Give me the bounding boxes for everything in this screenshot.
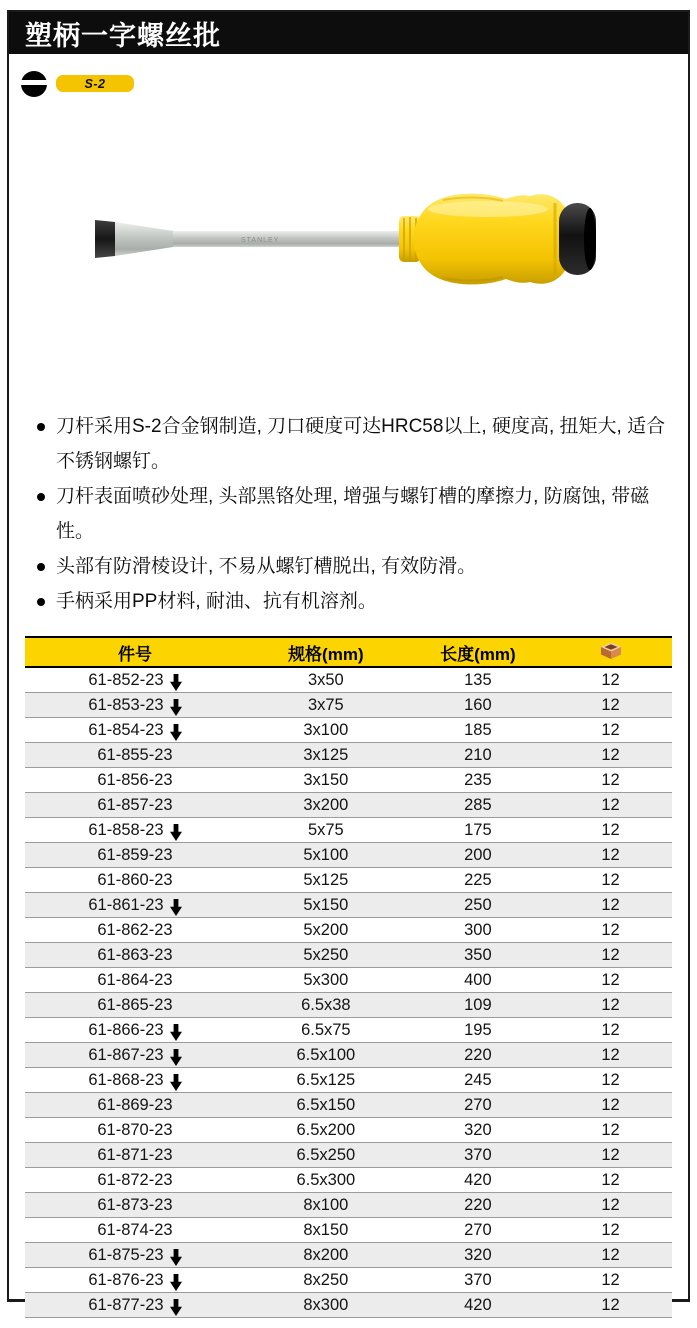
col-header-length: 长度(mm) [407,637,549,667]
qty-cell: 12 [549,1218,672,1243]
part-number-cell: 61-867-23 [25,1043,245,1068]
spec-cell: 5x100 [245,843,407,868]
col-header-pack-qty [549,637,672,667]
page-title [9,12,688,54]
qty-cell: 12 [549,1168,672,1193]
part-number-cell: 61-874-23 [25,1218,245,1243]
table-row [25,1293,672,1318]
spec-cell: 5x75 [245,818,407,843]
length-cell: 420 [407,1293,549,1318]
part-number-cell: 61-873-23 [25,1193,245,1218]
part-number-cell: 61-865-23 [25,993,245,1018]
table-row [25,1018,672,1043]
spec-cell: 6.5x300 [245,1168,407,1193]
spec-cell: 6.5x75 [245,1018,407,1043]
qty-cell: 12 [549,718,672,743]
length-cell: 220 [407,1043,549,1068]
part-number-cell: 61-852-23 [25,667,245,693]
table-row [25,843,672,868]
length-cell: 420 [407,1168,549,1193]
length-cell: 300 [407,918,549,943]
screwdriver-product-image [93,173,598,305]
svg-text:STANLEY: STANLEY [241,237,280,244]
table-row [25,993,672,1018]
spec-cell: 8x250 [245,1268,407,1293]
qty-cell: 12 [549,818,672,843]
table-row [25,1068,672,1093]
part-number-cell: 61-868-23 [25,1068,245,1093]
spec-cell: 8x150 [245,1218,407,1243]
spec-cell: 6.5x250 [245,1143,407,1168]
down-arrow-icon [170,674,182,691]
part-number-cell: 61-854-23 [25,718,245,743]
length-cell: 270 [407,1218,549,1243]
down-arrow-icon [170,1299,182,1316]
qty-cell: 12 [549,768,672,793]
spec-cell: 8x200 [245,1243,407,1268]
spec-cell: 8x300 [245,1293,407,1318]
table-row [25,1218,672,1243]
length-cell: 400 [407,968,549,993]
product-type-icons [21,70,688,97]
down-arrow-icon [170,1274,182,1291]
length-cell: 245 [407,1068,549,1093]
qty-cell: 12 [549,667,672,693]
table-row [25,893,672,918]
qty-cell: 12 [549,693,672,718]
length-cell: 270 [407,1093,549,1118]
part-number-cell: 61-872-23 [25,1168,245,1193]
length-cell: 210 [407,743,549,768]
part-number-cell: 61-855-23 [25,743,245,768]
table-row [25,1268,672,1293]
part-number-cell: 61-861-23 [25,893,245,918]
length-cell: 160 [407,693,549,718]
down-arrow-icon [170,724,182,741]
length-cell: 370 [407,1268,549,1293]
qty-cell: 12 [549,1143,672,1168]
part-number-cell: 61-870-23 [25,1118,245,1143]
part-number-cell: 61-862-23 [25,918,245,943]
qty-cell: 12 [549,843,672,868]
s2-steel-badge: S-2 [56,75,134,92]
package-box-icon [598,640,624,660]
spec-cell: 5x200 [245,918,407,943]
part-number-cell: 61-860-23 [25,868,245,893]
down-arrow-icon [170,1074,182,1091]
down-arrow-icon [170,1249,182,1266]
part-number-cell: 61-857-23 [25,793,245,818]
part-number-cell: 61-877-23 [25,1293,245,1318]
part-number-cell: 61-858-23 [25,818,245,843]
spec-cell: 6.5x200 [245,1118,407,1143]
length-cell: 320 [407,1118,549,1143]
qty-cell: 12 [549,1293,672,1318]
part-number-cell: 61-864-23 [25,968,245,993]
table-row [25,968,672,993]
length-cell: 225 [407,868,549,893]
table-row [25,1143,672,1168]
spec-cell: 6.5x125 [245,1068,407,1093]
qty-cell: 12 [549,793,672,818]
qty-cell: 12 [549,1268,672,1293]
part-number-cell: 61-863-23 [25,943,245,968]
spec-cell: 5x150 [245,893,407,918]
length-cell: 320 [407,1243,549,1268]
part-number-cell: 61-853-23 [25,693,245,718]
slotted-tip-icon [21,71,47,97]
length-cell: 109 [407,993,549,1018]
down-arrow-icon [170,1024,182,1041]
table-row [25,1168,672,1193]
table-row [25,718,672,743]
table-row [25,1093,672,1118]
qty-cell: 12 [549,1018,672,1043]
down-arrow-icon [170,699,182,716]
col-header-spec: 规格(mm) [245,637,407,667]
spec-cell: 5x250 [245,943,407,968]
spec-cell: 3x150 [245,768,407,793]
col-header-part-number: 件号 [25,637,245,667]
down-arrow-icon [170,899,182,916]
spec-cell: 3x200 [245,793,407,818]
table-row [25,693,672,718]
table-row [25,1193,672,1218]
spec-cell: 6.5x38 [245,993,407,1018]
spec-cell: 3x75 [245,693,407,718]
table-row [25,793,672,818]
feature-item: 刀杆表面喷砂处理, 头部黑铬处理, 增强与螺钉槽的摩擦力, 防腐蚀, 带磁性。 [35,479,670,549]
table-row [25,743,672,768]
spec-cell: 6.5x150 [245,1093,407,1118]
part-number-cell: 61-875-23 [25,1243,245,1268]
table-row [25,1243,672,1268]
qty-cell: 12 [549,1118,672,1143]
spec-cell: 6.5x100 [245,1043,407,1068]
feature-list [35,409,670,619]
qty-cell: 12 [549,1068,672,1093]
part-number-cell: 61-856-23 [25,768,245,793]
qty-cell: 12 [549,1193,672,1218]
length-cell: 370 [407,1143,549,1168]
down-arrow-icon [170,1049,182,1066]
qty-cell: 12 [549,993,672,1018]
spec-cell: 5x300 [245,968,407,993]
length-cell: 350 [407,943,549,968]
table-row [25,1118,672,1143]
length-cell: 235 [407,768,549,793]
qty-cell: 12 [549,918,672,943]
qty-cell: 12 [549,893,672,918]
spec-cell: 3x100 [245,718,407,743]
feature-item: 手柄采用PP材料, 耐油、抗有机溶剂。 [35,584,670,619]
table-body [25,667,672,1318]
spec-cell: 3x50 [245,667,407,693]
screwdriver-illustration [93,173,598,305]
length-cell: 285 [407,793,549,818]
length-cell: 220 [407,1193,549,1218]
page-title-text: 塑柄一字螺丝批 [25,20,221,51]
table-row [25,818,672,843]
qty-cell: 12 [549,943,672,968]
spec-cell: 5x125 [245,868,407,893]
length-cell: 175 [407,818,549,843]
length-cell: 135 [407,667,549,693]
part-number-cell: 61-871-23 [25,1143,245,1168]
qty-cell: 12 [549,743,672,768]
length-cell: 200 [407,843,549,868]
part-number-cell: 61-859-23 [25,843,245,868]
spec-table [25,636,672,1318]
length-cell: 185 [407,718,549,743]
table-row [25,768,672,793]
length-cell: 195 [407,1018,549,1043]
part-number-cell: 61-869-23 [25,1093,245,1118]
qty-cell: 12 [549,868,672,893]
down-arrow-icon [170,824,182,841]
table-row [25,1043,672,1068]
table-row [25,918,672,943]
length-cell: 250 [407,893,549,918]
feature-item: 头部有防滑棱设计, 不易从螺钉槽脱出, 有效防滑。 [35,549,670,584]
table-header-row [25,637,672,667]
spec-cell: 8x100 [245,1193,407,1218]
table-row [25,943,672,968]
feature-item: 刀杆采用S-2合金钢制造, 刀口硬度可达HRC58以上, 硬度高, 扭矩大, 适合不锈钢螺钉。 [35,409,670,479]
qty-cell: 12 [549,1243,672,1268]
table-row [25,667,672,693]
part-number-cell: 61-876-23 [25,1268,245,1293]
spec-cell: 3x125 [245,743,407,768]
qty-cell: 12 [549,968,672,993]
table-row [25,868,672,893]
page-frame [7,10,690,1314]
qty-cell: 12 [549,1093,672,1118]
qty-cell: 12 [549,1043,672,1068]
part-number-cell: 61-866-23 [25,1018,245,1043]
